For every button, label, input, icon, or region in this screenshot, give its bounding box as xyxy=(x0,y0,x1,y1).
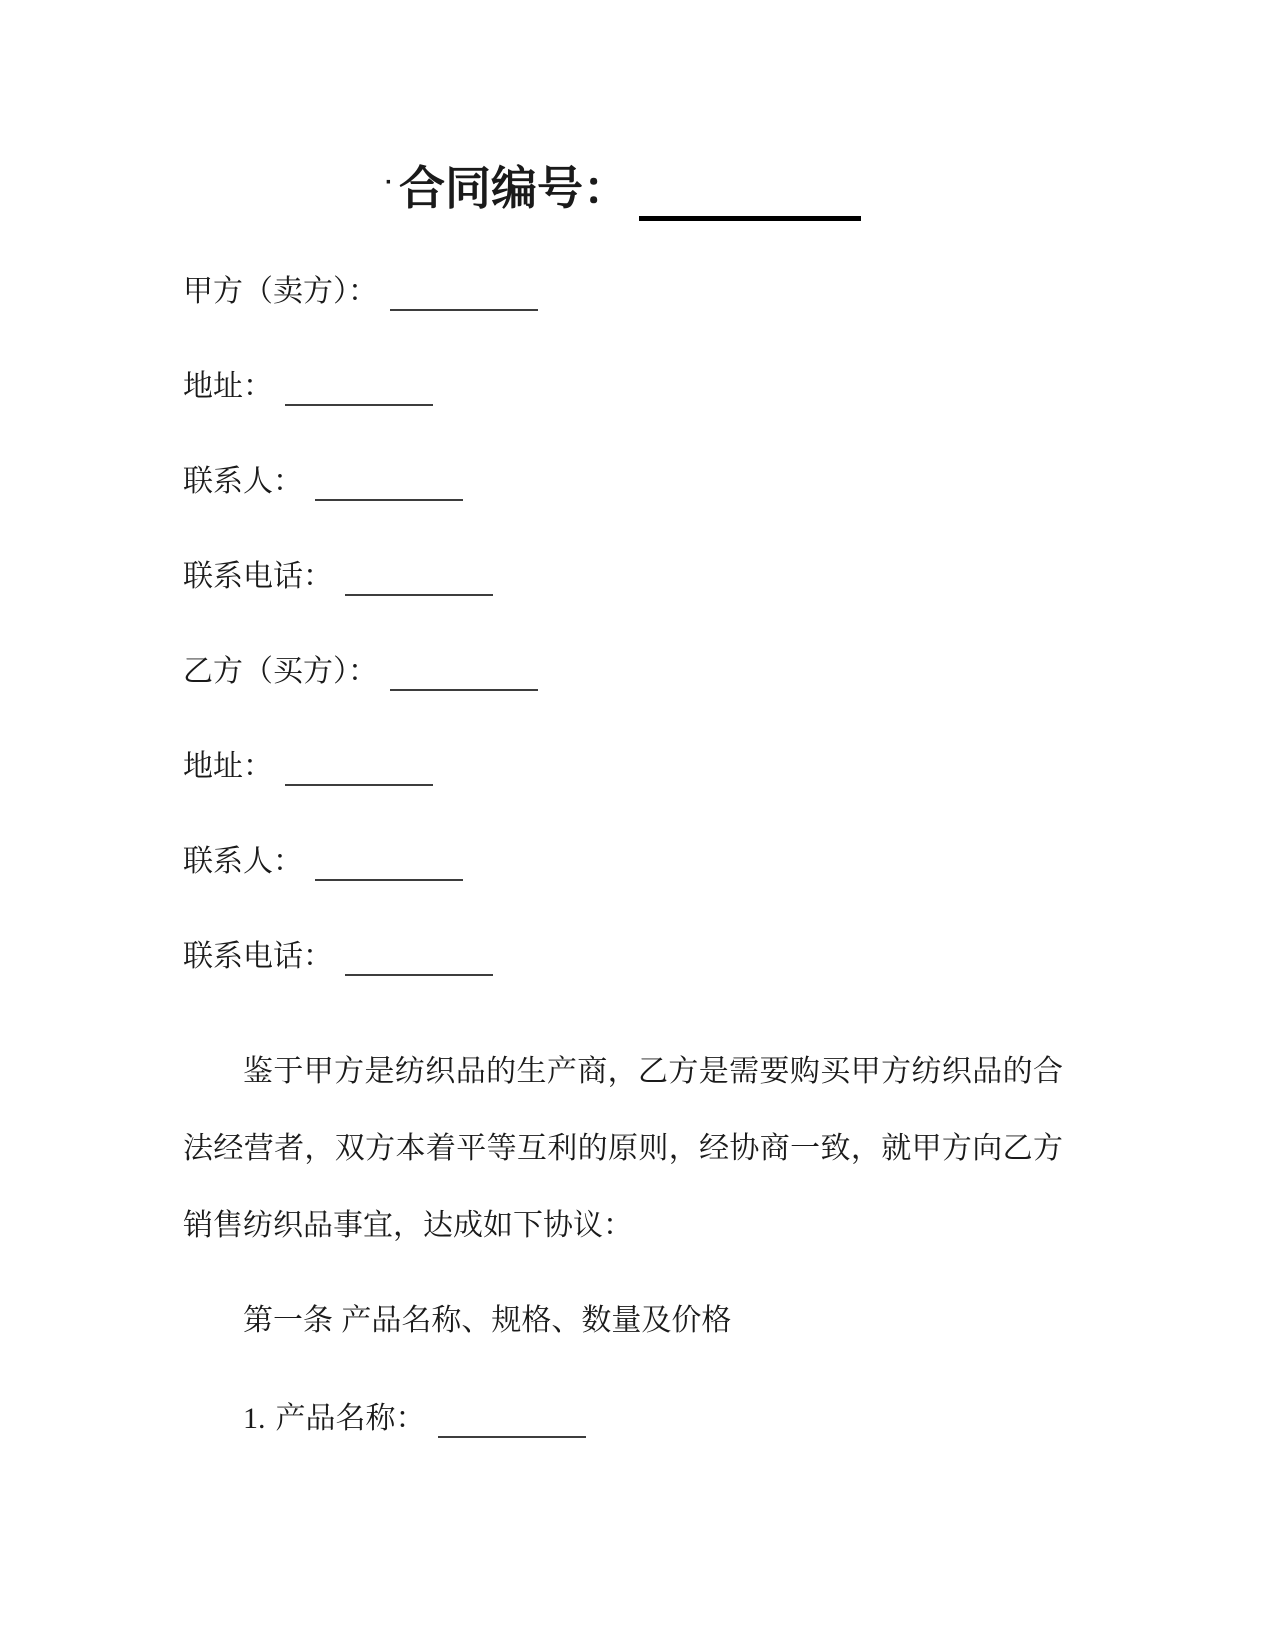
field-address-b xyxy=(183,748,1063,786)
blank-line xyxy=(345,562,493,596)
blank-line xyxy=(315,847,463,881)
contract-number-blank-line xyxy=(639,172,861,221)
field-address-b-label: 地址： xyxy=(183,750,273,783)
document-title xyxy=(183,150,1063,221)
field-contact-phone-a xyxy=(183,558,1063,596)
blank-line xyxy=(285,372,433,406)
title-bullet-dot: · xyxy=(385,169,393,196)
blank-line xyxy=(285,752,433,786)
item-1-number: 1. xyxy=(243,1402,266,1435)
field-contact-phone-b-label: 联系电话： xyxy=(183,940,333,973)
item-1-product-name xyxy=(183,1400,1063,1438)
article-1-heading: 第一条 产品名称、规格、数量及价格 xyxy=(243,1304,732,1337)
field-contact-phone-a-label: 联系电话： xyxy=(183,560,333,593)
field-contact-person-b-label: 联系人： xyxy=(183,845,303,878)
item-1-label: 产品名称： xyxy=(275,1402,426,1435)
blank-line xyxy=(345,942,493,976)
blank-line xyxy=(315,467,463,501)
field-contact-person-a-label: 联系人： xyxy=(183,465,303,498)
field-party-b-buyer xyxy=(183,653,1063,691)
field-contact-person-a xyxy=(183,463,1063,501)
blank-line xyxy=(390,657,538,691)
blank-line xyxy=(390,277,538,311)
field-contact-person-b xyxy=(183,843,1063,881)
field-party-a-label: 甲方（卖方）： xyxy=(183,275,378,308)
contract-number-label: 合同编号： xyxy=(399,162,629,214)
field-contact-phone-b xyxy=(183,938,1063,976)
field-party-a-seller xyxy=(183,273,1063,311)
field-address-a xyxy=(183,368,1063,406)
preamble-paragraph: 鉴于甲方是纺织品的生产商，乙方是需要购买甲方纺织品的合法经营者，双方本着平等互利的原则，经协商一致，就甲方向乙方销售纺织品事宜，达成如下协议： xyxy=(183,1055,1063,1242)
blank-line xyxy=(438,1404,586,1438)
field-address-a-label: 地址： xyxy=(183,370,273,403)
field-party-b-label: 乙方（买方）： xyxy=(183,655,378,688)
